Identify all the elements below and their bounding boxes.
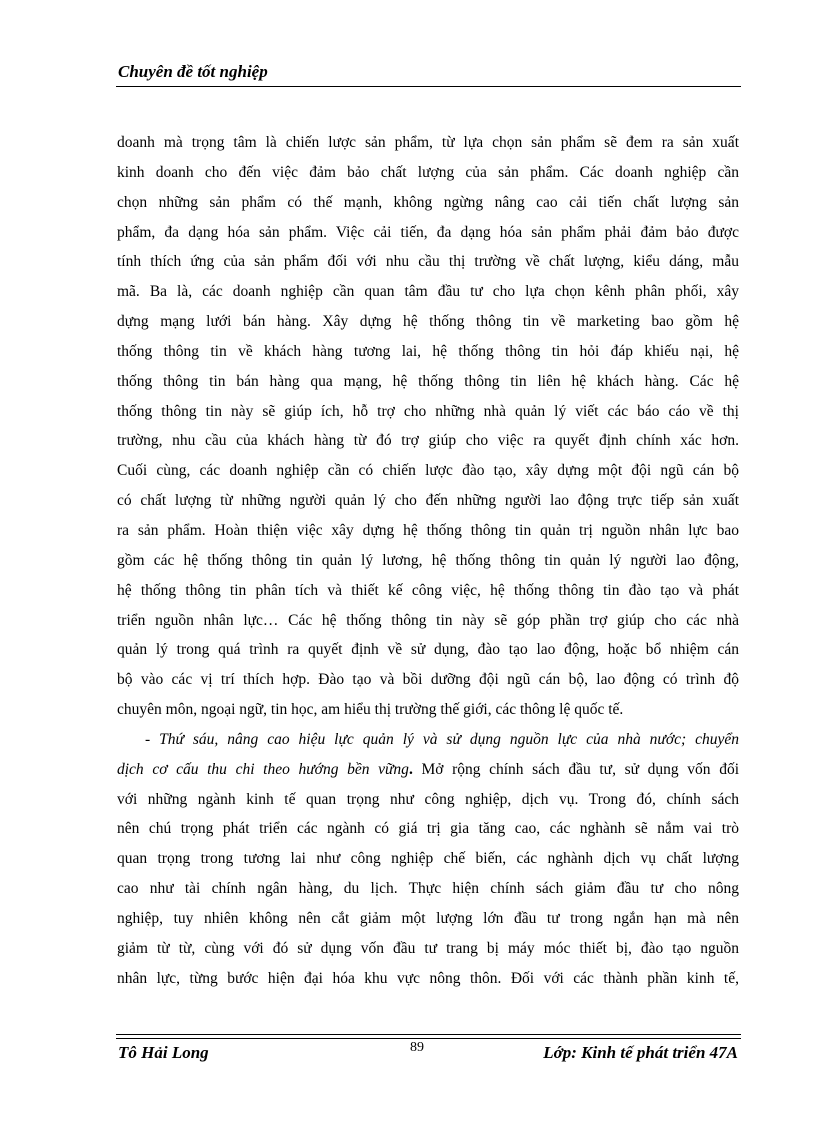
text-line: mã. Ba là, các doanh nghiệp cần quan tâm đầu tư cho lựa chọn kênh phân phối, xây (117, 283, 739, 301)
text-line: với những ngành kinh tế quan trọng như công nghiệp, dịch vụ. Trong đó, chính sách (117, 790, 739, 808)
para2-bold-period: . (408, 760, 413, 778)
text-line: nghiệp, tuy nhiên không nên cắt giảm một lượng lớn đầu tư trong ngắn hạn mà nên (117, 909, 739, 927)
footer-author: Tô Hải Long (118, 1043, 209, 1062)
text-line: gồm các hệ thống thông tin quản lý lương, hệ thống thông tin quản lý người lao động, (117, 551, 739, 569)
text-line: quan trọng trong tương lai như công nghiệp chế biến, các nghành dịch vụ chất lượng (117, 850, 739, 868)
text-line: dựng mạng lưới bán hàng. Xây dựng hệ thống thông tin về marketing bao gồm hệ (117, 313, 739, 331)
text-line: có chất lượng từ những người quản lý cho đến những người lao động trực tiếp sản xuất (117, 492, 739, 510)
text-line: ra sản phẩm. Hoàn thiện việc xây dựng hệ thống thông tin quản trị nguồn nhân lực bao (117, 521, 739, 539)
text-line: nhân lực, từng bước hiện đại hóa khu vực nông thôn. Đối với các thành phần kinh tế, (117, 969, 739, 987)
text-line: thống thông tin bán hàng qua mạng, hệ thống thông tin liên hệ khách hàng. Các hệ (117, 372, 739, 390)
header-rule (116, 86, 741, 87)
text-line: cao như tài chính ngân hàng, du lịch. Thực hiện chính sách giảm đầu tư cho nông (117, 880, 739, 898)
text-line: trường, nhu cầu của khách hàng từ đó trợ giúp cho việc ra quyết định chính xác hơn. (117, 432, 739, 450)
text-line: tính thích ứng của sản phẩm đối với nhu cầu thị trường về chất lượng, kiểu dáng, mẫu (117, 253, 739, 271)
text-line: quản lý trong quá trình ra quyết định về sử dụng, đào tạo lao động, hoặc bổ nhiệm cán (117, 641, 739, 659)
para2-first-line: - Thứ sáu, nâng cao hiệu lực quản lý và sử dụng nguồn lực của nhà nước; chuyển (145, 730, 739, 748)
text-line: chuyên môn, ngoại ngữ, tin học, am hiểu thị trường thế giới, các thông lệ quốc tế. (117, 701, 624, 719)
text-line: triển nguồn nhân lực… Các hệ thống thông tin này sẽ góp phần trợ giúp cho các nhà (117, 611, 739, 629)
body-text (117, 128, 739, 993)
text-line: Cuối cùng, các doanh nghiệp cần có chiến lược đào tạo, xây dựng một đội ngũ cán bộ (117, 462, 739, 480)
header-title: Chuyên đề tốt nghiệp (118, 62, 268, 81)
footer-rule (116, 1034, 741, 1035)
text-line: bộ vào các vị trí thích hợp. Đào tạo và bồi dưỡng đội ngũ cán bộ, lao động có trình độ (117, 671, 739, 689)
para2-second-line (117, 755, 739, 785)
footer-rule-thin (116, 1038, 741, 1039)
footer-class-label: Lớp: Kinh tế phát triển 47A (543, 1043, 738, 1062)
para2-rest-fragment: Mở rộng chính sách đầu tư, sử dụng vốn đối (412, 760, 739, 778)
text-line: hệ thống thông tin phân tích và thiết kế công việc, hệ thống thông tin đào tạo và phát (117, 581, 739, 599)
text-line: nên chú trọng phát triển các ngành có giá trị gia tăng cao, các nghành sẽ nắm vai trò (117, 820, 739, 838)
text-line: thống thông tin về khách hàng tương lai, hệ thống thông tin hỏi đáp khiếu nại, hệ (117, 342, 739, 360)
para2-italic-fragment: dịch cơ cấu thu chi theo hướng bền vững (117, 760, 409, 778)
text-line: kinh doanh cho đến việc đảm bảo chất lượng của sản phẩm. Các doanh nghiệp cần (117, 163, 739, 181)
text-line: thống thông tin này sẽ giúp ích, hỗ trợ cho những nhà quản lý viết các báo cáo về thị (117, 402, 739, 420)
text-line: phẩm, đa dạng hóa sản phẩm. Việc cải tiến, đa dạng hóa sản phẩm phải đảm bảo được (117, 223, 739, 241)
page-number: 89 (410, 1040, 424, 1055)
text-line: giảm từ từ, cùng với đó sử dụng vốn đầu tư trang bị máy móc thiết bị, đào tạo nguồn (117, 939, 739, 957)
text-line: chọn những sản phẩm có thế mạnh, không ngừng nâng cao cải tiến chất lượng sản (117, 193, 739, 211)
text-line: doanh mà trọng tâm là chiến lược sản phẩm, từ lựa chọn sản phẩm sẽ đem ra sản xuất (117, 134, 739, 151)
